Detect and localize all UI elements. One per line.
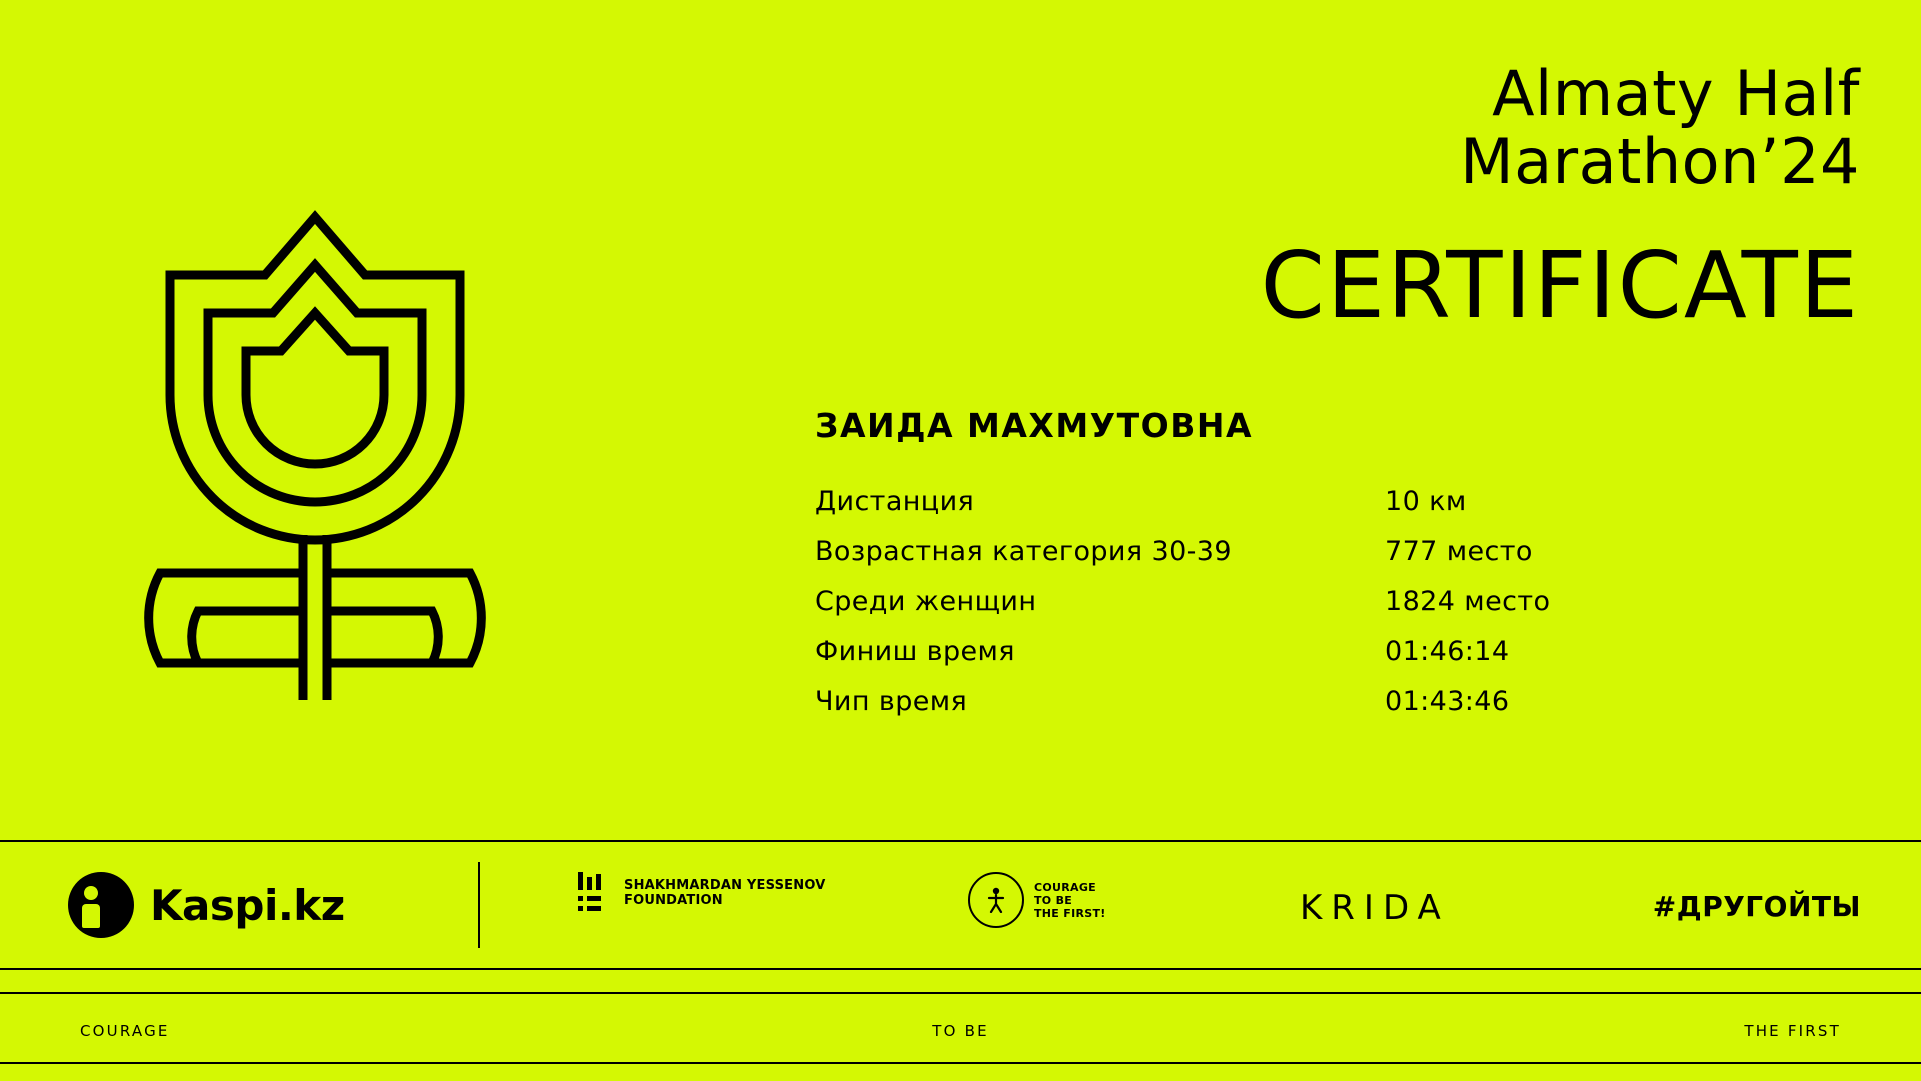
footer-left: COURAGE [80, 1022, 170, 1040]
result-label: Возрастная категория 30-39 [815, 536, 1232, 567]
table-row [815, 481, 1635, 523]
kaspi-wordmark: Kaspi.kz [150, 880, 345, 930]
corporate-fund-badge-icon [968, 872, 1024, 928]
yessenov-line2: FOUNDATION [624, 893, 723, 908]
sponsor-corporate-fund [968, 872, 1106, 928]
footer-right: THE FIRST [1744, 1022, 1841, 1040]
results-table [815, 481, 1635, 723]
yessenov-line1: SHAKHMARDAN YESSENOV [624, 878, 826, 893]
sponsor-hashtag: #ДРУГОЙТЫ [1652, 890, 1861, 923]
table-row [815, 531, 1635, 573]
runner-figure-icon [986, 887, 1006, 913]
kaspi-logo-icon [68, 872, 134, 938]
yessenov-logo-icon [578, 872, 612, 914]
sponsor-krida: KRIDA [1300, 888, 1450, 928]
tulip-logo-icon [60, 155, 570, 715]
sponsor-band [0, 842, 1921, 968]
result-label: Дистанция [815, 486, 975, 517]
footer-slogan [0, 1010, 1921, 1052]
result-value: 10 км [1385, 486, 1467, 517]
result-label: Чип время [815, 686, 968, 717]
event-title-line2: Marathon’24 [1460, 125, 1860, 198]
sponsor-kaspi [68, 842, 345, 968]
courage-line2: TO BE [1034, 893, 1073, 907]
divider-bottom [0, 1062, 1921, 1064]
event-title-line1: Almaty Half [1492, 57, 1860, 130]
participant-name: ЗАИДА МАХМУТОВНА [815, 406, 1253, 445]
table-row [815, 581, 1635, 623]
sponsor-yessenov-foundation [578, 872, 825, 914]
courage-line3: THE FIRST! [1034, 906, 1106, 920]
result-value: 1824 место [1385, 586, 1551, 617]
divider-sponsors-bottom [0, 968, 1921, 970]
certificate-heading: CERTIFICATE [1260, 232, 1860, 339]
certificate-text-column [800, 57, 1860, 731]
table-row [815, 631, 1635, 673]
event-title [800, 57, 1860, 198]
yessenov-wordmark [624, 878, 825, 908]
sponsor-separator [478, 862, 480, 948]
result-value: 777 место [1385, 536, 1533, 567]
footer-center: TO BE [932, 1022, 989, 1040]
corporate-fund-caption [1034, 881, 1106, 920]
divider-footer-top [0, 992, 1921, 994]
table-row [815, 681, 1635, 723]
result-label: Среди женщин [815, 586, 1037, 617]
courage-line1: COURAGE [1034, 880, 1096, 894]
result-value: 01:43:46 [1385, 686, 1510, 717]
result-value: 01:46:14 [1385, 636, 1510, 667]
result-label: Финиш время [815, 636, 1015, 667]
